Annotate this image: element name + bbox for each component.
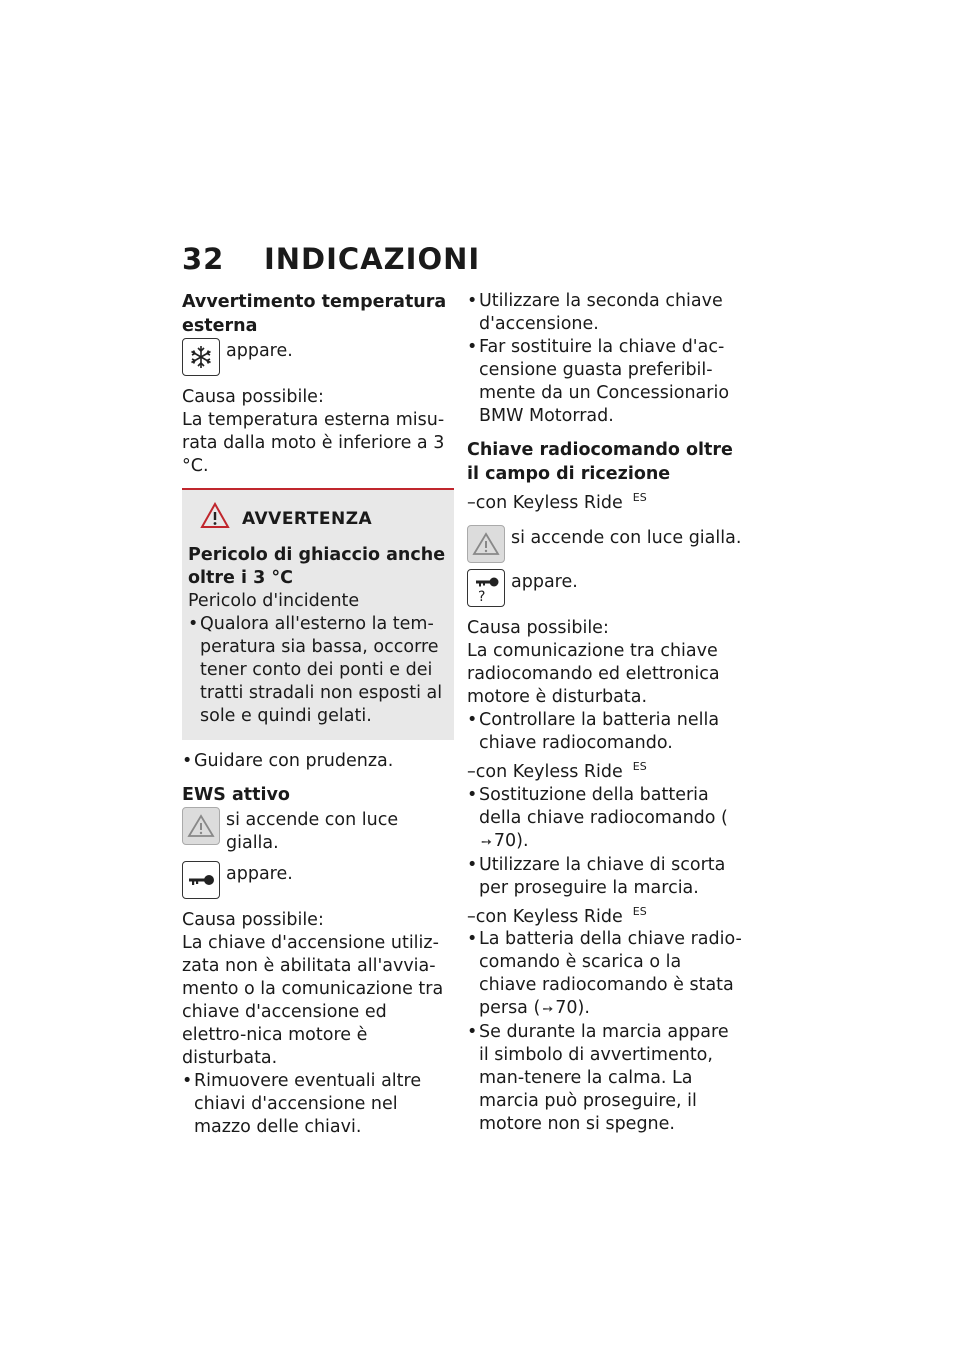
temperature-icon-text: appare. bbox=[226, 341, 293, 361]
section-heading-radio-key: Chiave radiocomando oltre il campo di ricezione bbox=[467, 440, 733, 484]
second-key-bullet: • Utilizzare la seconda chiave d'accensione. bbox=[467, 290, 742, 336]
chapter-title: INDICAZIONI bbox=[264, 242, 481, 276]
warning-subtitle: Pericolo di ghiaccio anche oltre i 3 °C bbox=[188, 545, 446, 588]
drive-carefully-bullet: • Guidare con prudenza. bbox=[182, 750, 452, 773]
battery-empty-bullet: • La batteria della chiave radio-comando è scarica o la chiave radiocomando è stata persa ( ➙ 70). bbox=[467, 928, 742, 1021]
svg-text:?: ? bbox=[478, 588, 486, 603]
ews-key-row bbox=[182, 861, 452, 899]
warning-light-icon bbox=[467, 525, 505, 563]
ews-warning-text: si accende con luce gialla. bbox=[226, 810, 399, 853]
page-reference-arrow-icon: ➙ bbox=[542, 1002, 554, 1018]
radio-cause-text: La comunicazione tra chiave radiocomando ed elettronica motore è disturbata. bbox=[467, 640, 720, 707]
replace-key-bullet: • Far sostituire la chiave d'ac-censione guasta preferibil-mente da un Concessionario BMW Motorrad. bbox=[467, 336, 742, 428]
section-heading-temperature: Avvertimento temperatura esterna bbox=[182, 292, 447, 336]
warning-line: Pericolo d'incidente bbox=[188, 591, 360, 611]
ews-remove-keys-bullet: • Rimuovere eventuali altre chiavi d'accensione nel mazzo delle chiavi. bbox=[182, 1070, 452, 1139]
snowflake-icon bbox=[182, 338, 220, 376]
warning-title: AVVERTENZA bbox=[242, 508, 373, 529]
keyless-ride-note-3: –con Keyless Ride $^{ES}$ bbox=[467, 904, 647, 927]
page-header bbox=[182, 242, 480, 276]
right-column bbox=[467, 290, 742, 1136]
temperature-cause-text: La temperatura esterna misu-rata dalla moto è inferiore a 3 °C. bbox=[182, 410, 445, 476]
radio-warning-row bbox=[467, 525, 742, 563]
temperature-indicator-row bbox=[182, 338, 452, 376]
stay-calm-bullet: • Se durante la marcia appare il simbolo di avvertimento, man-tenere la calma. La marcia può proseguire, il motore non si spegne. bbox=[467, 1021, 742, 1136]
warning-light-icon bbox=[182, 807, 220, 845]
spare-key-bullet: • Utilizzare la chiave di scorta per proseguire la marcia. bbox=[467, 854, 742, 900]
keyless-ride-note-2: –con Keyless Ride $^{ES}$ bbox=[467, 759, 647, 782]
warning-header bbox=[200, 502, 448, 536]
page-number: 32 bbox=[182, 242, 225, 276]
warning-box bbox=[182, 488, 454, 740]
ews-cause-text: La chiave d'accensione utiliz-zata non è abilitata all'avvia-mento o la comunicazione tra chiave d'accensione ed elettro-nica motore è disturbata. bbox=[182, 933, 444, 1068]
keyless-ride-note-1: –con Keyless Ride $^{ES}$ bbox=[467, 491, 647, 513]
replace-battery-bullet: • Sostituzione della batteria della chiave radiocomando (➙ 70). bbox=[467, 784, 742, 854]
page-reference-arrow-icon: ➙ bbox=[481, 834, 492, 850]
key-icon bbox=[182, 861, 220, 899]
ews-key-text: appare. bbox=[226, 864, 293, 884]
section-heading-ews: EWS attivo bbox=[182, 785, 290, 805]
radio-key-text: appare. bbox=[511, 571, 578, 592]
radio-key-row bbox=[467, 569, 742, 607]
ews-cause-label: Causa possibile: bbox=[182, 910, 324, 930]
warning-bullet: • Qualora all'esterno la tem-peratura sia bassa, occorre tener conto dei ponti e dei tratti stradali non esposti al sole e quindi gelati. bbox=[188, 613, 448, 728]
ews-warning-row bbox=[182, 807, 452, 855]
radio-warning-text: si accende con luce gialla. bbox=[511, 527, 742, 548]
key-question-icon bbox=[467, 569, 505, 607]
temperature-cause-label: Causa possibile: bbox=[182, 387, 324, 407]
check-battery-bullet: • Controllare la batteria nella chiave radiocomando. bbox=[467, 709, 742, 755]
warning-triangle-icon bbox=[200, 502, 230, 536]
left-column bbox=[182, 290, 452, 1139]
radio-cause-label: Causa possibile: bbox=[467, 617, 609, 638]
